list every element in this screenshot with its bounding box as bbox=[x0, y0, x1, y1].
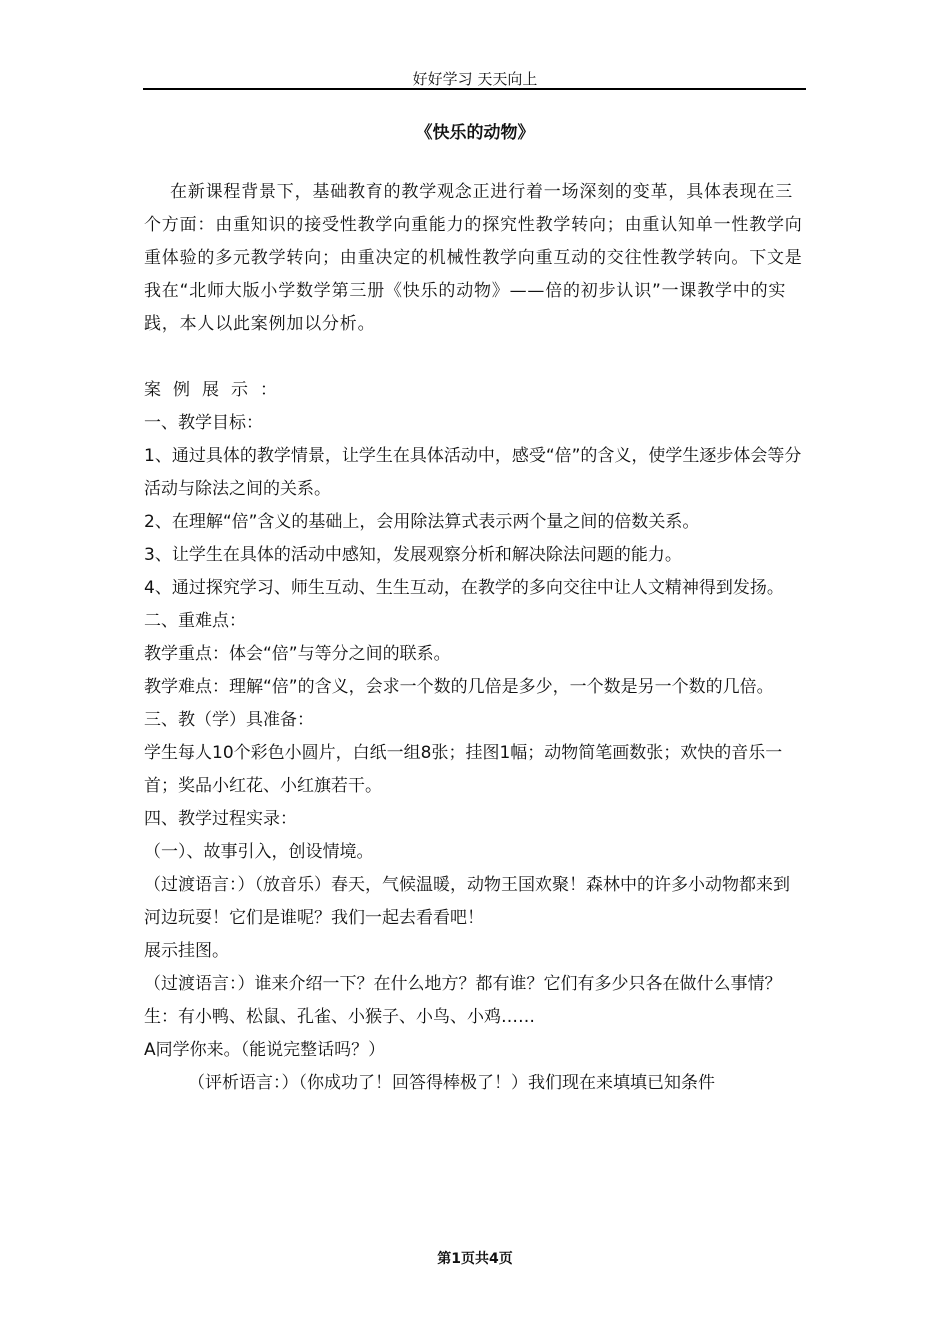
show-picture: 展示挂图。 bbox=[144, 941, 229, 961]
materials-text: 学生每人10个彩色小圆片，白纸一组8张；挂图1幅；动物简笔画数张；欢快的音乐一首；奖品小红花、小红旗若干。 bbox=[144, 743, 783, 796]
goal-1: 1、通过具体的教学情景，让学生在具体活动中，感受“倍”的含义，使学生逐步体会等分活动与除法之间的关系。 bbox=[144, 446, 802, 499]
page-footer: 第1页共4页 bbox=[437, 1251, 513, 1267]
student-answer: 生：有小鸭、松鼠、孔雀、小猴子、小鸟、小鸡…… bbox=[144, 1007, 535, 1027]
document-body bbox=[144, 374, 806, 1100]
intro-text: 在新课程背景下，基础教育的教学观念正进行着一场深刻的变革，具体表现在三个方面：由重知识的接受性教学向重能力的探究性教学转向；由重认知单一性教学向重体验的多元教学转向；由重决定的机械性教学向重互动的交往性教学转向。下文是我在“北师大版小学数学第三册《快乐的动物》——倍的初步认识”一课教学中的实践，本人以此案例加以分析。 bbox=[144, 182, 803, 334]
evaluation-text: （评析语言：）（你成功了！回答得棒极了！）我们现在来填填已知条件 bbox=[188, 1073, 715, 1093]
heading-process: 四、教学过程实录： bbox=[144, 809, 297, 829]
student-a: A同学你来。（能说完整话吗？） bbox=[144, 1040, 386, 1060]
document-title: 《快乐的动物》 bbox=[415, 123, 535, 143]
process-step-1: （一）、故事引入，创设情境。 bbox=[144, 842, 374, 862]
intro-paragraph bbox=[144, 176, 806, 341]
goal-2: 2、在理解“倍”含义的基础上，会用除法算式表示两个量之间的倍数关系。 bbox=[144, 512, 700, 532]
key-point: 教学重点：体会“倍”与等分之间的联系。 bbox=[144, 644, 451, 664]
difficult-point: 教学难点：理解“倍”的含义，会求一个数的几倍是多少，一个数是另一个数的几倍。 bbox=[144, 677, 774, 697]
heading-key-points: 二、重难点： bbox=[144, 611, 246, 631]
goal-3: 3、让学生在具体的活动中感知，发展观察分析和解决除法问题的能力。 bbox=[144, 545, 682, 565]
transition-2: （过渡语言：）谁来介绍一下？在什么地方？都有谁？它们有多少只各在做什么事情？ bbox=[144, 974, 782, 994]
heading-materials: 三、教（学）具准备： bbox=[144, 710, 314, 730]
page-header: 好好学习 天天向上 bbox=[412, 70, 538, 88]
section-case-display: 案例展示： bbox=[144, 380, 289, 400]
heading-teaching-goals: 一、教学目标： bbox=[144, 413, 263, 433]
transition-1: （过渡语言：）（放音乐）春天，气候温暖，动物王国欢聚！森林中的许多小动物都来到河边玩耍！它们是谁呢？我们一起去看看吧！ bbox=[144, 875, 790, 928]
header-divider bbox=[143, 88, 806, 90]
goal-4: 4、通过探究学习、师生互动、生生互动，在教学的多向交往中让人文精神得到发扬。 bbox=[144, 578, 784, 598]
